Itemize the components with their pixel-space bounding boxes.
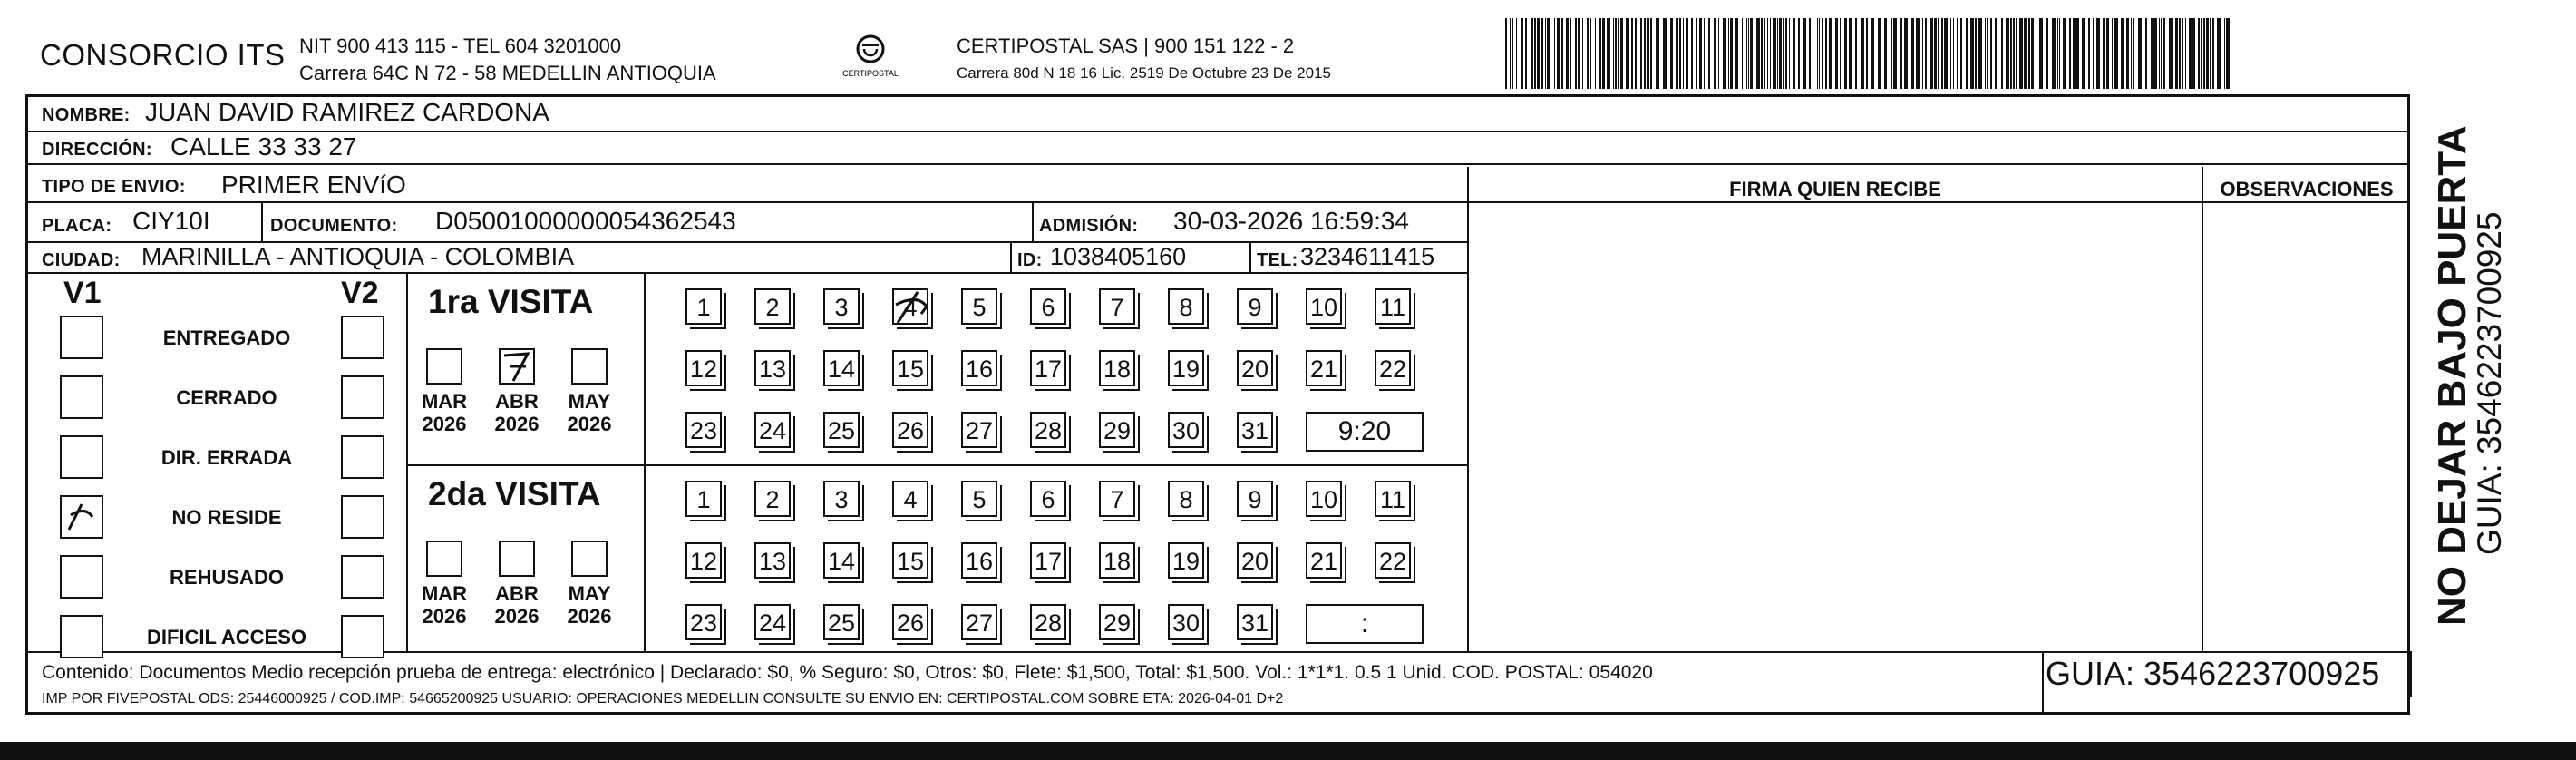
certipostal-info bbox=[957, 33, 1331, 87]
v1-header: V1 bbox=[63, 276, 102, 310]
no-dejar-bajo-puerta: NO DEJAR BAJO PUERTA bbox=[2430, 125, 2474, 626]
first-visit-day-18[interactable]: 18 bbox=[1099, 350, 1135, 386]
ciudad-value: MARINILLA - ANTIOQUIA - COLOMBIA bbox=[141, 243, 575, 270]
company-name: CONSORCIO ITS bbox=[40, 38, 286, 72]
first-visit-day-22[interactable]: 22 bbox=[1375, 350, 1411, 386]
second-visit-day-22[interactable]: 22 bbox=[1375, 542, 1411, 579]
v2-header: V2 bbox=[341, 276, 379, 310]
ciudad-label: CIUDAD: bbox=[42, 250, 121, 270]
second-visit-day-16[interactable]: 16 bbox=[961, 542, 997, 579]
second-visit-day-14[interactable]: 14 bbox=[823, 542, 860, 579]
first-visit-month-label-mar: MAR 2026 bbox=[421, 390, 468, 435]
placa-value: CIY10I bbox=[132, 207, 210, 235]
first-visit-day-25[interactable]: 25 bbox=[823, 412, 860, 448]
first-visit-day-8[interactable]: 8 bbox=[1168, 288, 1204, 325]
admision-value: 30-03-2026 16:59:34 bbox=[1173, 207, 1409, 235]
second-visit-day-5[interactable]: 5 bbox=[961, 481, 997, 517]
second-visit-month-label-abr: ABR 2026 bbox=[494, 582, 540, 628]
second-visit-time[interactable]: : bbox=[1306, 604, 1424, 644]
second-visit-day-15[interactable]: 15 bbox=[892, 542, 928, 579]
second-visit-day-26[interactable]: 26 bbox=[892, 604, 928, 640]
first-visit-title: 1ra VISITA bbox=[428, 283, 594, 320]
certi-line-2: Carrera 80d N 18 16 Lic. 2519 De Octubre 23 De 2015 bbox=[957, 64, 1331, 82]
second-visit-title: 2da VISITA bbox=[428, 475, 601, 512]
second-visit-day-25[interactable]: 25 bbox=[823, 604, 860, 640]
second-visit-day-19[interactable]: 19 bbox=[1168, 542, 1204, 579]
second-visit-day-21[interactable]: 21 bbox=[1306, 542, 1342, 579]
documento-label: DOCUMENTO: bbox=[270, 216, 398, 236]
v2-checkbox-rehusado[interactable] bbox=[341, 555, 384, 599]
second-visit-day-17[interactable]: 17 bbox=[1030, 542, 1066, 579]
v1-checkbox-dir-errada[interactable] bbox=[60, 435, 103, 479]
status-label-rehusado: REHUSADO bbox=[170, 566, 284, 589]
v2-checkbox-no-reside[interactable] bbox=[341, 495, 384, 539]
first-visit-day-13[interactable]: 13 bbox=[754, 350, 791, 386]
second-visit-day-10[interactable]: 10 bbox=[1306, 481, 1342, 517]
first-visit-day-31[interactable]: 31 bbox=[1237, 412, 1273, 448]
second-visit-day-4[interactable]: 4 bbox=[892, 481, 928, 517]
v1-checkbox-dificil-acceso[interactable] bbox=[60, 615, 103, 658]
second-visit-day-12[interactable]: 12 bbox=[685, 542, 722, 579]
company-contact bbox=[299, 33, 716, 87]
first-visit-time[interactable]: 9:20 bbox=[1306, 412, 1424, 452]
v2-checkbox-dificil-acceso[interactable] bbox=[341, 615, 384, 658]
nit-line: NIT 900 413 115 - TEL 604 3201000 bbox=[299, 34, 622, 57]
first-visit-day-16[interactable]: 16 bbox=[961, 350, 997, 386]
first-visit-day-26[interactable]: 26 bbox=[892, 412, 928, 448]
second-visit-day-23[interactable]: 23 bbox=[685, 604, 722, 640]
first-visit-day-29[interactable]: 29 bbox=[1099, 412, 1135, 448]
first-visit-day-11[interactable]: 11 bbox=[1375, 288, 1411, 325]
address-line: Carrera 64C N 72 - 58 MEDELLIN ANTIOQUIA bbox=[299, 62, 716, 84]
nombre-value: JUAN DAVID RAMIREZ CARDONA bbox=[145, 98, 549, 126]
second-visit-month-label-mar: MAR 2026 bbox=[421, 582, 468, 628]
first-visit-day-24[interactable]: 24 bbox=[754, 412, 791, 448]
second-visit-day-31[interactable]: 31 bbox=[1237, 604, 1273, 640]
second-visit-day-28[interactable]: 28 bbox=[1030, 604, 1066, 640]
second-visit-day-3[interactable]: 3 bbox=[823, 481, 860, 517]
barcode bbox=[1505, 18, 2231, 89]
tipo-envio-label: TIPO DE ENVIO: bbox=[42, 177, 186, 197]
bottom-border bbox=[0, 742, 2576, 760]
first-visit-day-28[interactable]: 28 bbox=[1030, 412, 1066, 448]
second-visit-day-11[interactable]: 11 bbox=[1375, 481, 1411, 517]
direccion-label: DIRECCIÓN: bbox=[42, 140, 152, 160]
tel-label: TEL: bbox=[1257, 250, 1298, 270]
second-visit-day-8[interactable]: 8 bbox=[1168, 481, 1204, 517]
v1-checkbox-entregado[interactable] bbox=[60, 316, 103, 359]
first-visit-day-10[interactable]: 10 bbox=[1306, 288, 1342, 325]
first-visit-day-27[interactable]: 27 bbox=[961, 412, 997, 448]
second-visit-day-20[interactable]: 20 bbox=[1237, 542, 1273, 579]
first-visit-day-23[interactable]: 23 bbox=[685, 412, 722, 448]
status-label-dificil-acceso: DIFICIL ACCESO bbox=[146, 626, 306, 648]
first-visit-day-9[interactable]: 9 bbox=[1237, 288, 1273, 325]
placa-label: PLACA: bbox=[42, 216, 112, 236]
first-visit-day-6[interactable]: 6 bbox=[1030, 288, 1066, 325]
first-visit-month-label-may: MAY 2026 bbox=[567, 390, 612, 435]
second-visit-day-1[interactable]: 1 bbox=[685, 481, 722, 517]
second-visit-month-label-may: MAY 2026 bbox=[567, 582, 612, 628]
first-visit-month-box-abr[interactable] bbox=[499, 348, 535, 385]
second-visit-day-9[interactable]: 9 bbox=[1237, 481, 1273, 517]
logo-text: CERTIPOSTAL bbox=[842, 69, 899, 78]
first-visit-day-15[interactable]: 15 bbox=[892, 350, 928, 386]
second-visit-day-13[interactable]: 13 bbox=[754, 542, 791, 579]
tel-value: 3234611415 bbox=[1300, 243, 1435, 270]
second-visit-month-box-may[interactable] bbox=[571, 541, 608, 577]
admision-label: ADMISIÓN: bbox=[1039, 216, 1139, 236]
second-visit-day-30[interactable]: 30 bbox=[1168, 604, 1204, 640]
first-visit-day-7[interactable]: 7 bbox=[1099, 288, 1135, 325]
v2-checkbox-entregado[interactable] bbox=[341, 316, 384, 359]
first-visit-month-box-may[interactable] bbox=[571, 348, 608, 385]
status-label-entregado: ENTREGADO bbox=[162, 326, 291, 349]
first-visit-day-30[interactable]: 30 bbox=[1168, 412, 1204, 448]
first-visit-day-19[interactable]: 19 bbox=[1168, 350, 1204, 386]
tipo-envio-value: PRIMER ENVíO bbox=[221, 171, 406, 199]
first-visit-day-5[interactable]: 5 bbox=[961, 288, 997, 325]
first-visit-day-4[interactable]: 4 bbox=[892, 288, 928, 325]
second-visit-day-2[interactable]: 2 bbox=[754, 481, 791, 517]
second-visit-day-27[interactable]: 27 bbox=[961, 604, 997, 640]
certi-line-1: CERTIPOSTAL SAS | 900 151 122 - 2 bbox=[957, 34, 1295, 57]
documento-value: D05001000000054362543 bbox=[435, 207, 736, 235]
status-label-dir-errada: DIR. ERRADA bbox=[160, 446, 293, 469]
second-visit-day-18[interactable]: 18 bbox=[1099, 542, 1135, 579]
first-visit-day-20[interactable]: 20 bbox=[1237, 350, 1273, 386]
status-label-cerrado: CERRADO bbox=[176, 386, 277, 409]
second-visit-month-box-abr[interactable] bbox=[499, 541, 535, 577]
second-visit-day-24[interactable]: 24 bbox=[754, 604, 791, 640]
first-visit-day-3[interactable]: 3 bbox=[823, 288, 860, 325]
contents-summary: Contenido: Documentos Medio recepción prueba de entrega: electrónico | Declarado: $0, % Seguro: $0, Otros: $0, Flete: $1,500, Total: $1,500. Vol.: 1*1*1. 0.5 1 Unid. COD. POSTAL: 054020 bbox=[42, 662, 1653, 683]
status-label-no-reside: NO RESIDE bbox=[171, 506, 282, 529]
second-visit-day-7[interactable]: 7 bbox=[1099, 481, 1135, 517]
first-visit-day-1[interactable]: 1 bbox=[685, 288, 722, 325]
certipostal-logo bbox=[830, 31, 911, 83]
first-visit-month-box-mar[interactable] bbox=[426, 348, 462, 385]
nombre-label: NOMBRE: bbox=[42, 105, 131, 125]
id-value: 1038405160 bbox=[1050, 243, 1187, 270]
second-visit-day-6[interactable]: 6 bbox=[1030, 481, 1066, 517]
first-visit-day-21[interactable]: 21 bbox=[1306, 350, 1342, 386]
print-info: IMP POR FIVEPOSTAL ODS: 25446000925 / COD.IMP: 54665200925 USUARIO: OPERACIONES MEDELLIN CONSULTE SU ENVIO EN: CERTIPOSTAL.COM SOBRE ETA: 2026-04-01 D+2 bbox=[42, 691, 1284, 706]
first-visit-month-label-abr: ABR 2026 bbox=[494, 390, 540, 435]
v2-checkbox-dir-errada[interactable] bbox=[341, 435, 384, 479]
v2-checkbox-cerrado[interactable] bbox=[341, 375, 384, 419]
v1-checkbox-no-reside[interactable] bbox=[60, 495, 103, 539]
second-visit-day-29[interactable]: 29 bbox=[1099, 604, 1135, 640]
observaciones-header: OBSERVACIONES bbox=[2220, 178, 2394, 200]
first-visit-day-2[interactable]: 2 bbox=[754, 288, 791, 325]
firma-header: FIRMA QUIEN RECIBE bbox=[1729, 178, 1941, 200]
first-visit-day-17[interactable]: 17 bbox=[1030, 350, 1066, 386]
side-guia-number: GUIA: 3546223700925 bbox=[2471, 211, 2508, 555]
v1-checkbox-rehusado[interactable] bbox=[60, 555, 103, 599]
id-label: ID: bbox=[1017, 250, 1043, 270]
guia-number: GUIA: 3546223700925 bbox=[2046, 655, 2380, 692]
v1-checkbox-cerrado[interactable] bbox=[60, 375, 103, 419]
first-visit-day-12[interactable]: 12 bbox=[685, 350, 722, 386]
first-visit-day-14[interactable]: 14 bbox=[823, 350, 860, 386]
second-visit-month-box-mar[interactable] bbox=[426, 541, 462, 577]
direccion-value: CALLE 33 33 27 bbox=[170, 132, 357, 161]
